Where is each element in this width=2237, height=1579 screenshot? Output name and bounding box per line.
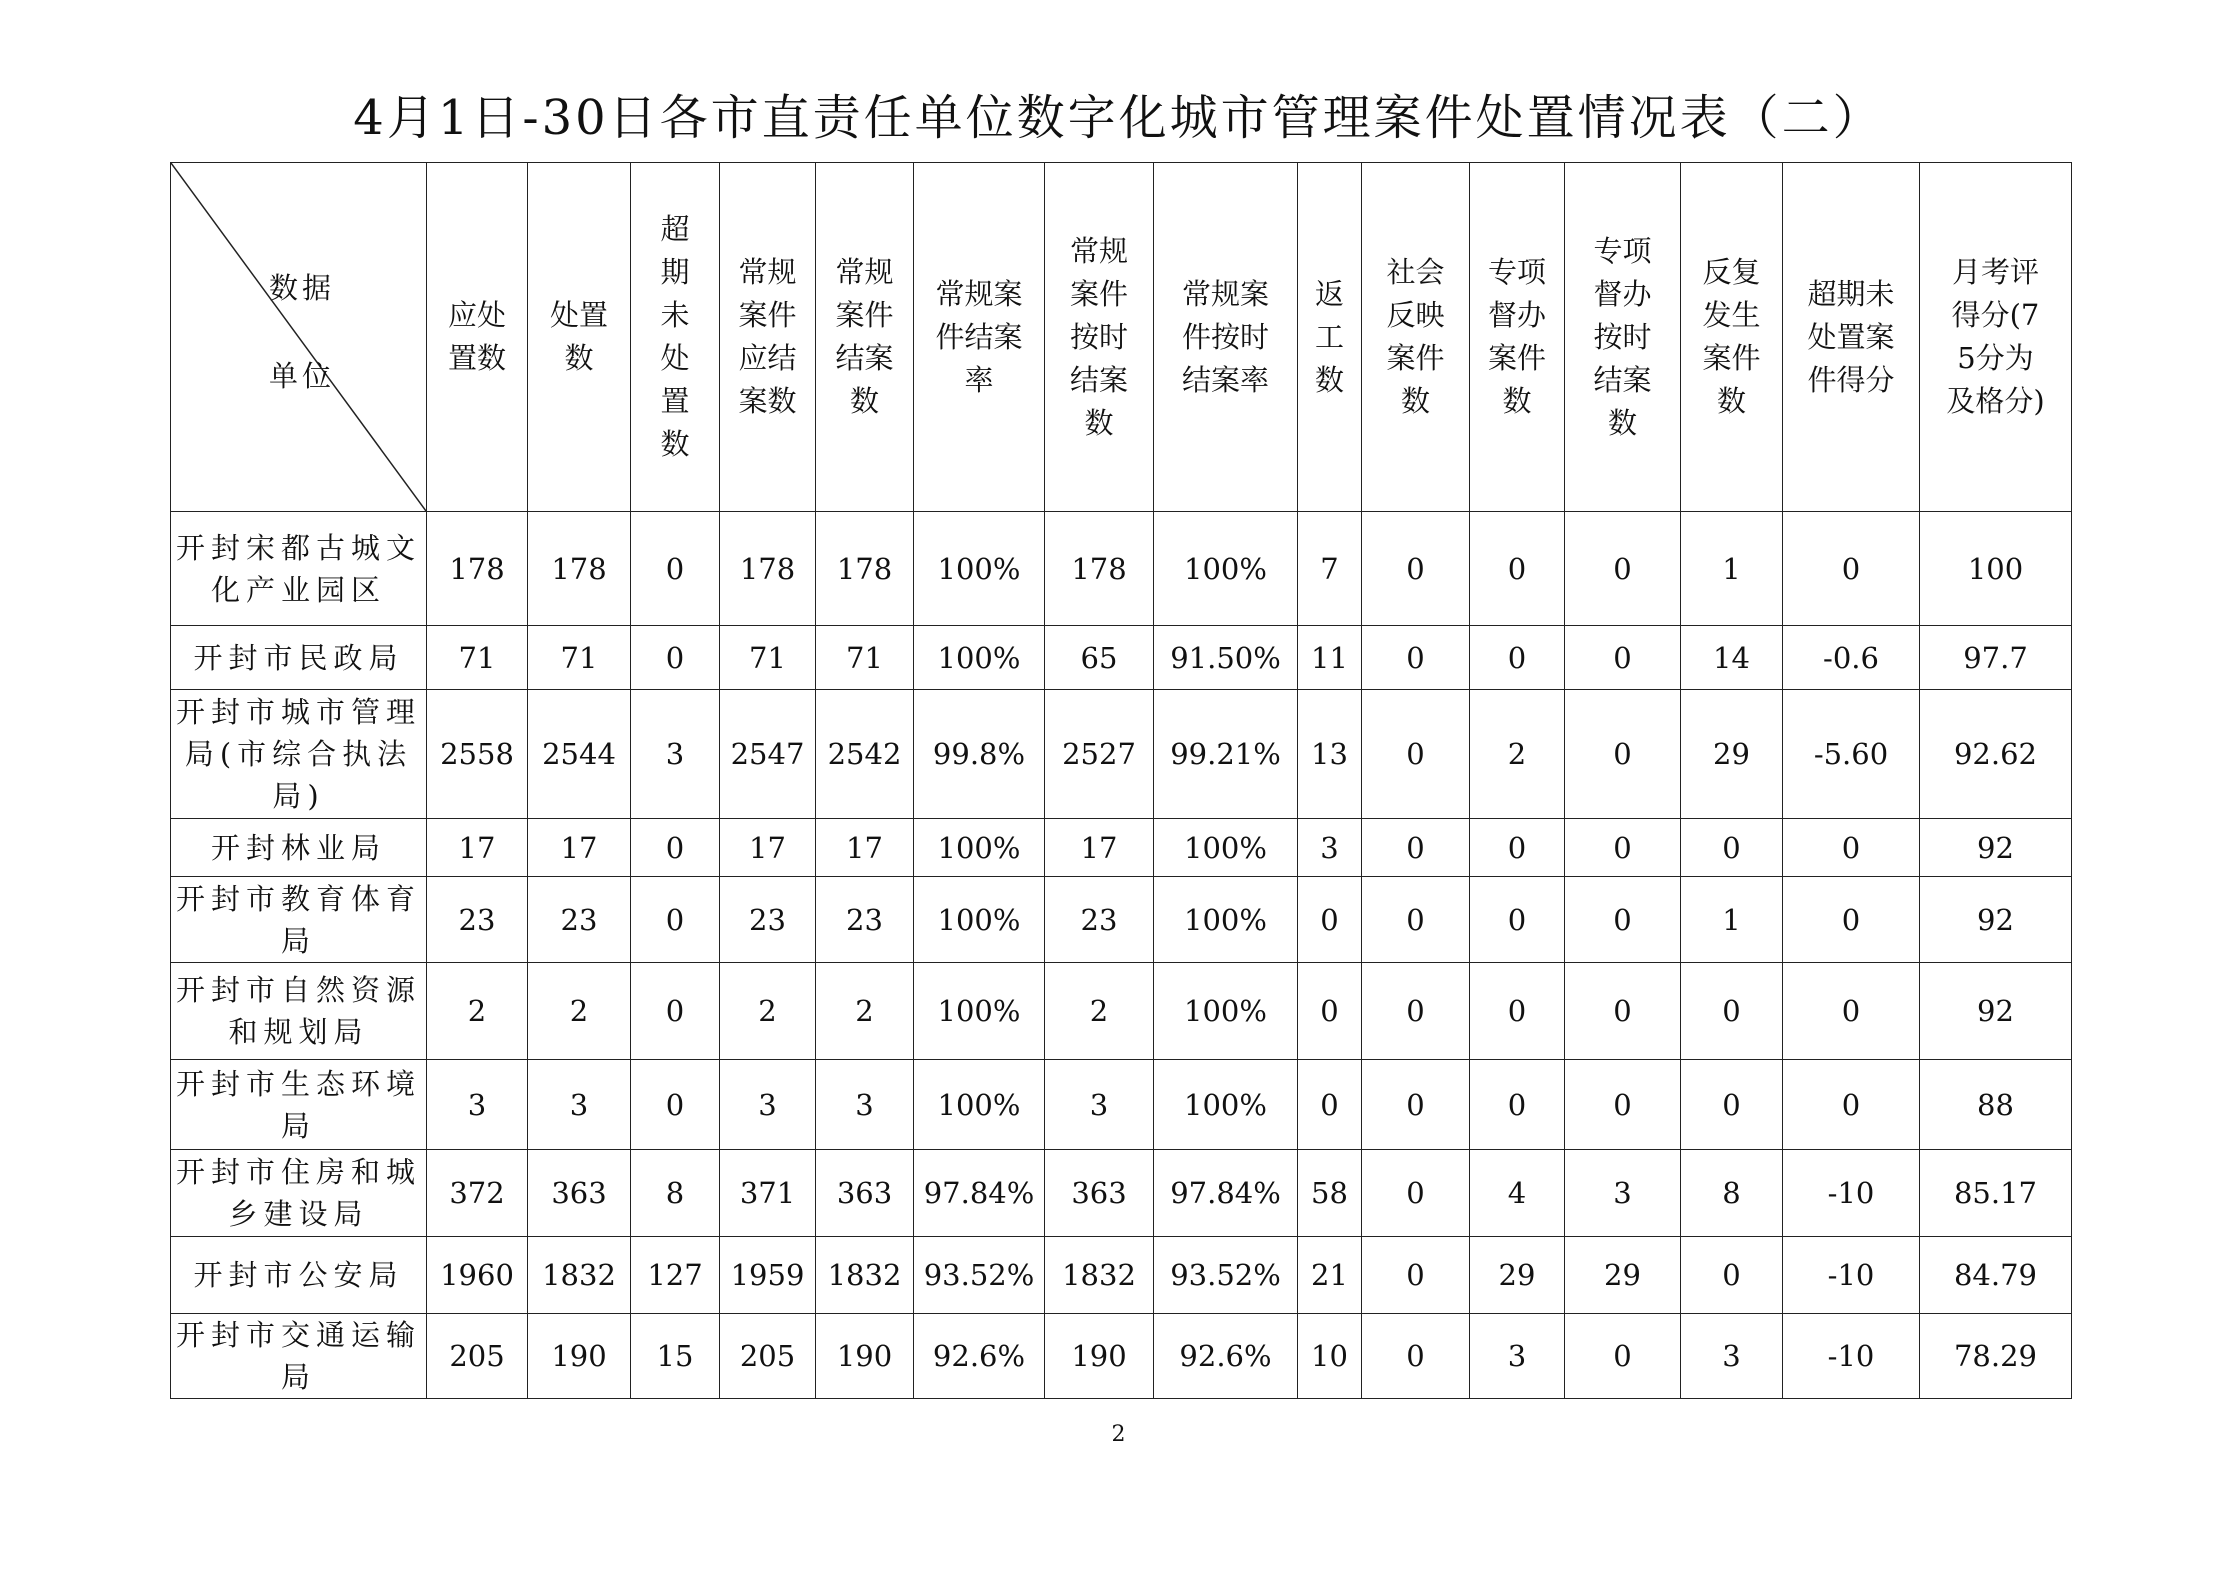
unit-name-cell: 开封市自然资源和规划局 xyxy=(171,963,427,1060)
table-cell: 29 xyxy=(1565,1237,1681,1314)
table-row xyxy=(171,819,2072,877)
table-cell: 92 xyxy=(1920,963,2072,1060)
table-cell: 1959 xyxy=(720,1237,816,1314)
table-cell: 0 xyxy=(1565,626,1681,690)
table-cell: 363 xyxy=(528,1150,631,1237)
corner-header-cell xyxy=(171,163,427,512)
table-cell: 15 xyxy=(631,1314,720,1399)
table-cell: 92.6% xyxy=(914,1314,1045,1399)
table-cell: 0 xyxy=(1362,1150,1470,1237)
table-cell: 100% xyxy=(914,626,1045,690)
table-cell: 2 xyxy=(427,963,528,1060)
header-cell xyxy=(1920,163,2072,512)
table-cell: 0 xyxy=(1783,1060,1920,1150)
table-cell: 0 xyxy=(1565,963,1681,1060)
table-cell: 71 xyxy=(427,626,528,690)
table-cell: 2 xyxy=(816,963,914,1060)
table-cell: 23 xyxy=(720,877,816,963)
header-row xyxy=(171,163,2072,512)
header-label: 超期未处置数 xyxy=(660,212,690,461)
table-cell: 2544 xyxy=(528,690,631,819)
table-cell: 178 xyxy=(816,512,914,626)
table-cell: 0 xyxy=(631,626,720,690)
table-cell: 178 xyxy=(1045,512,1154,626)
table-cell: 3 xyxy=(720,1060,816,1150)
table-cell: 0 xyxy=(1298,1060,1362,1150)
table-cell: 1960 xyxy=(427,1237,528,1314)
case-disposal-table xyxy=(170,162,2072,1399)
header-cell xyxy=(1362,163,1470,512)
table-cell: 363 xyxy=(816,1150,914,1237)
header-cell xyxy=(631,163,720,512)
table-cell: 0 xyxy=(1362,1314,1470,1399)
header-cell xyxy=(816,163,914,512)
table-cell: 3 xyxy=(1565,1150,1681,1237)
table-cell: 99.21% xyxy=(1154,690,1298,819)
table-cell: 0 xyxy=(1783,512,1920,626)
header-cell xyxy=(1154,163,1298,512)
table-cell: 92 xyxy=(1920,819,2072,877)
table-cell: 17 xyxy=(720,819,816,877)
header-label: 常规案件应结案数 xyxy=(738,255,797,418)
table-cell: 21 xyxy=(1298,1237,1362,1314)
unit-name-cell: 开封市民政局 xyxy=(171,626,427,690)
table-cell: 0 xyxy=(631,819,720,877)
table-cell: 100% xyxy=(914,1060,1045,1150)
table-cell: 3 xyxy=(427,1060,528,1150)
table-cell: 7 xyxy=(1298,512,1362,626)
table-cell: 65 xyxy=(1045,626,1154,690)
table-cell: 1832 xyxy=(816,1237,914,1314)
table-cell: 205 xyxy=(720,1314,816,1399)
table-cell: 0 xyxy=(1362,626,1470,690)
table-cell: 363 xyxy=(1045,1150,1154,1237)
table-cell: 0 xyxy=(1783,877,1920,963)
unit-name-cell: 开封市城市管理局(市综合执法局) xyxy=(171,690,427,819)
table-cell: 0 xyxy=(1362,1060,1470,1150)
table-row xyxy=(171,1314,2072,1399)
header-label: 反复发生案件数 xyxy=(1702,255,1761,418)
table-cell: 97.7 xyxy=(1920,626,2072,690)
header-cell xyxy=(528,163,631,512)
table-cell: -10 xyxy=(1783,1150,1920,1237)
corner-label-data: 数据 xyxy=(269,271,336,305)
table-cell: 371 xyxy=(720,1150,816,1237)
table-cell: 0 xyxy=(1565,819,1681,877)
table-cell: 85.17 xyxy=(1920,1150,2072,1237)
table-cell: 2527 xyxy=(1045,690,1154,819)
table-cell: 2 xyxy=(1045,963,1154,1060)
table-cell: 100% xyxy=(1154,512,1298,626)
table-row xyxy=(171,963,2072,1060)
table-cell: 93.52% xyxy=(914,1237,1045,1314)
unit-name-cell: 开封市教育体育局 xyxy=(171,877,427,963)
table-cell: 71 xyxy=(720,626,816,690)
table-cell: 0 xyxy=(1681,819,1783,877)
table-cell: 3 xyxy=(1298,819,1362,877)
header-label: 月考评得分(75分为及格分) xyxy=(1946,255,2045,418)
table-cell: 4 xyxy=(1470,1150,1565,1237)
table-cell: 78.29 xyxy=(1920,1314,2072,1399)
table-cell: 0 xyxy=(1565,1314,1681,1399)
table-cell: 0 xyxy=(631,512,720,626)
table-cell: 3 xyxy=(1681,1314,1783,1399)
table-cell: 99.8% xyxy=(914,690,1045,819)
table-cell: 0 xyxy=(631,963,720,1060)
header-label: 专项督办按时结案数 xyxy=(1593,233,1652,440)
table-cell: 29 xyxy=(1681,690,1783,819)
table-cell: 92 xyxy=(1920,877,2072,963)
unit-name-cell: 开封市生态环境局 xyxy=(171,1060,427,1150)
table-cell: 71 xyxy=(528,626,631,690)
header-label: 常规案件按时结案率 xyxy=(1182,276,1270,397)
table-cell: 14 xyxy=(1681,626,1783,690)
table-cell: 92.62 xyxy=(1920,690,2072,819)
table-cell: 190 xyxy=(816,1314,914,1399)
table-cell: 2542 xyxy=(816,690,914,819)
table-cell: 1832 xyxy=(528,1237,631,1314)
header-cell xyxy=(720,163,816,512)
header-label: 常规案件结案数 xyxy=(835,255,894,418)
page-number: 2 xyxy=(1111,1422,1126,1447)
header-label: 常规案件结案率 xyxy=(935,276,1023,397)
table-cell: 2558 xyxy=(427,690,528,819)
table-cell: 8 xyxy=(631,1150,720,1237)
table-cell: 23 xyxy=(427,877,528,963)
header-cell xyxy=(1045,163,1154,512)
table-row xyxy=(171,690,2072,819)
table-cell: 190 xyxy=(1045,1314,1154,1399)
header-label: 社会反映案件数 xyxy=(1386,255,1445,418)
table-cell: 0 xyxy=(1362,512,1470,626)
table-cell: 0 xyxy=(1298,963,1362,1060)
table-cell: 3 xyxy=(1470,1314,1565,1399)
unit-name-cell: 开封市住房和城乡建设局 xyxy=(171,1150,427,1237)
table-cell: 92.6% xyxy=(1154,1314,1298,1399)
table-cell: -0.6 xyxy=(1783,626,1920,690)
header-label: 处置数 xyxy=(550,298,609,375)
table-cell: 88 xyxy=(1920,1060,2072,1150)
table-cell: 0 xyxy=(1565,1060,1681,1150)
table-cell: 205 xyxy=(427,1314,528,1399)
table-cell: 0 xyxy=(1362,690,1470,819)
table-cell: 0 xyxy=(1565,877,1681,963)
table-cell: 0 xyxy=(1681,1237,1783,1314)
table-cell: 84.79 xyxy=(1920,1237,2072,1314)
table-cell: 190 xyxy=(528,1314,631,1399)
table-cell: 58 xyxy=(1298,1150,1362,1237)
table-cell: 17 xyxy=(528,819,631,877)
table-cell: 0 xyxy=(1681,963,1783,1060)
table-cell: 0 xyxy=(1470,963,1565,1060)
table-cell: 100% xyxy=(914,819,1045,877)
table-cell: 2 xyxy=(528,963,631,1060)
table-cell: 8 xyxy=(1681,1150,1783,1237)
table-cell: 0 xyxy=(1362,819,1470,877)
table-cell: 372 xyxy=(427,1150,528,1237)
table-cell: 0 xyxy=(1470,819,1565,877)
table-cell: 29 xyxy=(1470,1237,1565,1314)
table-row xyxy=(171,877,2072,963)
table-cell: 100% xyxy=(1154,1060,1298,1150)
table-cell: 3 xyxy=(528,1060,631,1150)
header-label: 返工数 xyxy=(1315,276,1345,397)
table-cell: 0 xyxy=(1362,877,1470,963)
table-row xyxy=(171,512,2072,626)
table-cell: 1 xyxy=(1681,512,1783,626)
header-label: 超期未处置案件得分 xyxy=(1807,276,1895,397)
table-cell: 2547 xyxy=(720,690,816,819)
table-row xyxy=(171,1060,2072,1150)
table-cell: 100% xyxy=(1154,877,1298,963)
table-cell: 13 xyxy=(1298,690,1362,819)
unit-name-cell: 开封宋都古城文化产业园区 xyxy=(171,512,427,626)
unit-name-cell: 开封市交通运输局 xyxy=(171,1314,427,1399)
table-row xyxy=(171,626,2072,690)
table-cell: 0 xyxy=(1565,690,1681,819)
table-cell: 100% xyxy=(914,963,1045,1060)
table-cell: 100% xyxy=(1154,819,1298,877)
table-cell: 97.84% xyxy=(914,1150,1045,1237)
table-cell: 100% xyxy=(1154,963,1298,1060)
table-row xyxy=(171,1237,2072,1314)
table-cell: 91.50% xyxy=(1154,626,1298,690)
header-label: 应处置数 xyxy=(448,298,507,375)
table-cell: 3 xyxy=(816,1060,914,1150)
header-cell xyxy=(427,163,528,512)
table-cell: 93.52% xyxy=(1154,1237,1298,1314)
table-cell: 23 xyxy=(1045,877,1154,963)
diagonal-divider xyxy=(171,163,426,511)
table-cell: 0 xyxy=(1470,512,1565,626)
table-cell: 100% xyxy=(914,512,1045,626)
table-cell: 100 xyxy=(1920,512,2072,626)
table-cell: 2 xyxy=(1470,690,1565,819)
table-cell: 2 xyxy=(720,963,816,1060)
table-cell: 1 xyxy=(1681,877,1783,963)
table-cell: 23 xyxy=(528,877,631,963)
header-cell xyxy=(1681,163,1783,512)
table-cell: 0 xyxy=(1362,1237,1470,1314)
table-row xyxy=(171,1150,2072,1237)
header-cell xyxy=(1298,163,1362,512)
table-cell: 17 xyxy=(1045,819,1154,877)
table-cell: 0 xyxy=(1783,819,1920,877)
table-cell: 17 xyxy=(427,819,528,877)
header-cell xyxy=(1470,163,1565,512)
table-cell: -5.60 xyxy=(1783,690,1920,819)
table-cell: 0 xyxy=(631,877,720,963)
table-cell: 0 xyxy=(1470,626,1565,690)
header-cell xyxy=(1565,163,1681,512)
table-cell: 3 xyxy=(1045,1060,1154,1150)
table-cell: 0 xyxy=(1565,512,1681,626)
table-cell: 0 xyxy=(1362,963,1470,1060)
table-cell: 178 xyxy=(720,512,816,626)
header-label: 专项督办案件数 xyxy=(1488,255,1547,418)
table-cell: -10 xyxy=(1783,1314,1920,1399)
table-cell: 178 xyxy=(427,512,528,626)
header-cell xyxy=(1783,163,1920,512)
table-cell: 23 xyxy=(816,877,914,963)
header-cell xyxy=(914,163,1045,512)
table-cell: 0 xyxy=(1298,877,1362,963)
table-cell: -10 xyxy=(1783,1237,1920,1314)
table-cell: 11 xyxy=(1298,626,1362,690)
table-cell: 1832 xyxy=(1045,1237,1154,1314)
page-title: 4月1日-30日各市直责任单位数字化城市管理案件处置情况表（二） xyxy=(353,90,1884,146)
table-cell: 178 xyxy=(528,512,631,626)
table-cell: 0 xyxy=(1681,1060,1783,1150)
table-cell: 3 xyxy=(631,690,720,819)
header-label: 常规案件按时结案数 xyxy=(1070,233,1129,440)
table-cell: 10 xyxy=(1298,1314,1362,1399)
table-cell: 0 xyxy=(1470,877,1565,963)
table-cell: 71 xyxy=(816,626,914,690)
unit-name-cell: 开封林业局 xyxy=(171,819,427,877)
unit-name-cell: 开封市公安局 xyxy=(171,1237,427,1314)
table-cell: 0 xyxy=(631,1060,720,1150)
table-cell: 97.84% xyxy=(1154,1150,1298,1237)
table-cell: 0 xyxy=(1783,963,1920,1060)
corner-label-unit: 单位 xyxy=(269,359,336,393)
table-cell: 0 xyxy=(1470,1060,1565,1150)
table-cell: 127 xyxy=(631,1237,720,1314)
table-cell: 17 xyxy=(816,819,914,877)
table-cell: 100% xyxy=(914,877,1045,963)
